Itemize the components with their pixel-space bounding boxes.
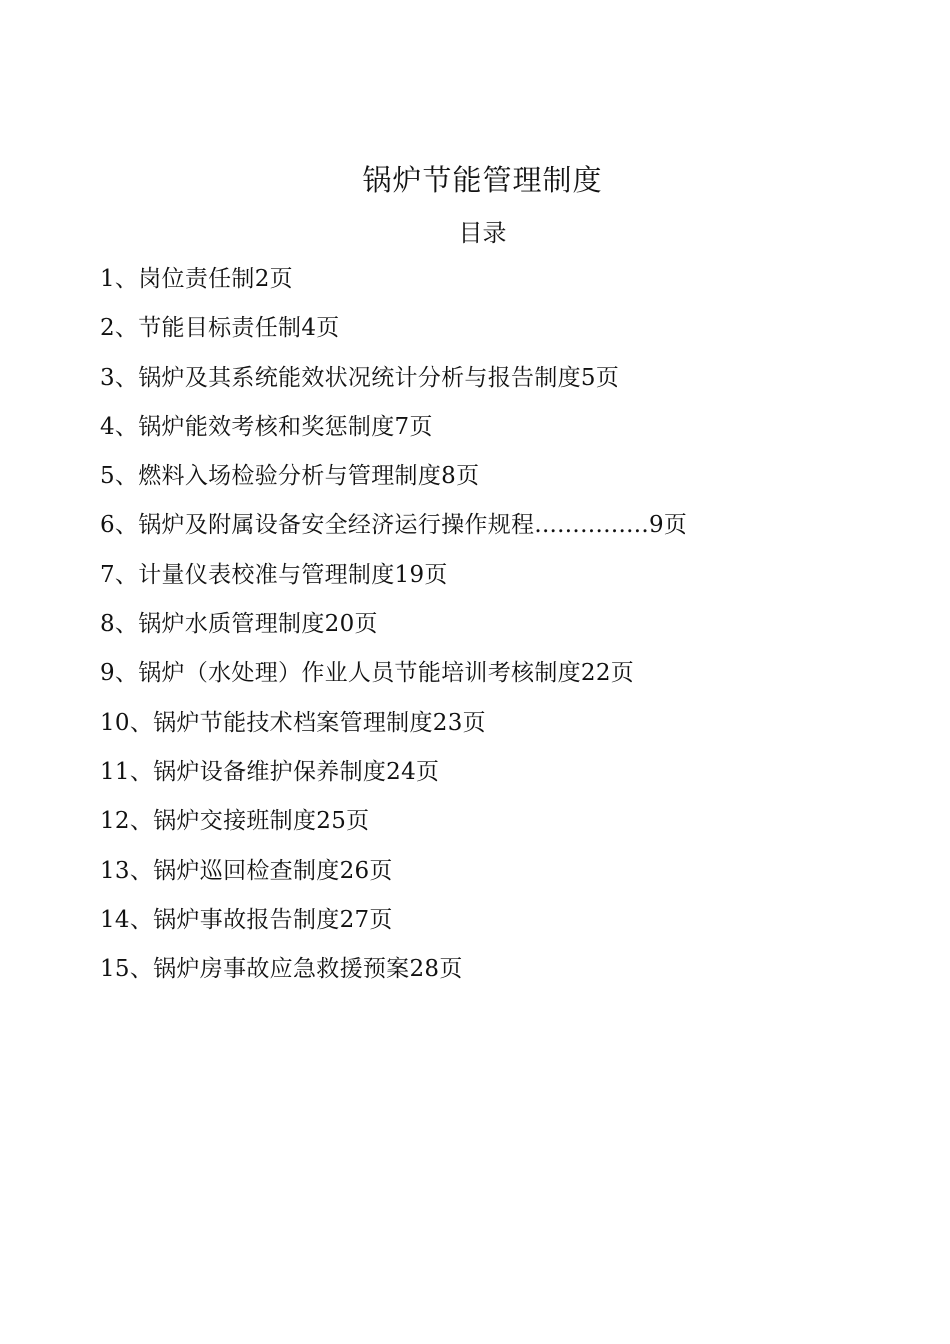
toc-item: 6、锅炉及附属设备安全经济运行操作规程......…......9页 bbox=[100, 512, 688, 539]
toc-item: 1、岗位责任制2页 bbox=[100, 266, 293, 292]
toc-item: 2、节能目标责任制4页 bbox=[100, 315, 340, 342]
toc-item: 12、锅炉交接班制度25页 bbox=[100, 808, 370, 835]
toc-heading: 目录 bbox=[458, 219, 507, 247]
toc-item: 9、锅炉（水处理）作业人员节能培训考核制度22页 bbox=[100, 660, 635, 687]
toc-item: 10、锅炉节能技术档案管理制度23页 bbox=[100, 709, 486, 736]
document-title: 锅炉节能管理制度 bbox=[362, 163, 603, 197]
toc-item: 3、锅炉及其系统能效状况统计分析与报告制度5页 bbox=[100, 364, 620, 391]
table-of-contents bbox=[100, 262, 920, 1001]
toc-item: 14、锅炉事故报告制度27页 bbox=[100, 906, 393, 933]
toc-item: 11、锅炉设备维护保养制度24页 bbox=[100, 758, 440, 785]
toc-item: 15、锅炉房事故应急救援预案28页 bbox=[100, 956, 463, 983]
toc-item: 13、锅炉巡回检查制度26页 bbox=[100, 857, 393, 884]
toc-item: 8、锅炉水质管理制度20页 bbox=[100, 611, 378, 638]
toc-item: 4、锅炉能效考核和奖惩制度7页 bbox=[100, 413, 433, 440]
toc-item: 7、计量仪表校准与管理制度19页 bbox=[100, 561, 448, 588]
toc-item: 5、燃料入场检验分析与管理制度8页 bbox=[100, 463, 480, 490]
